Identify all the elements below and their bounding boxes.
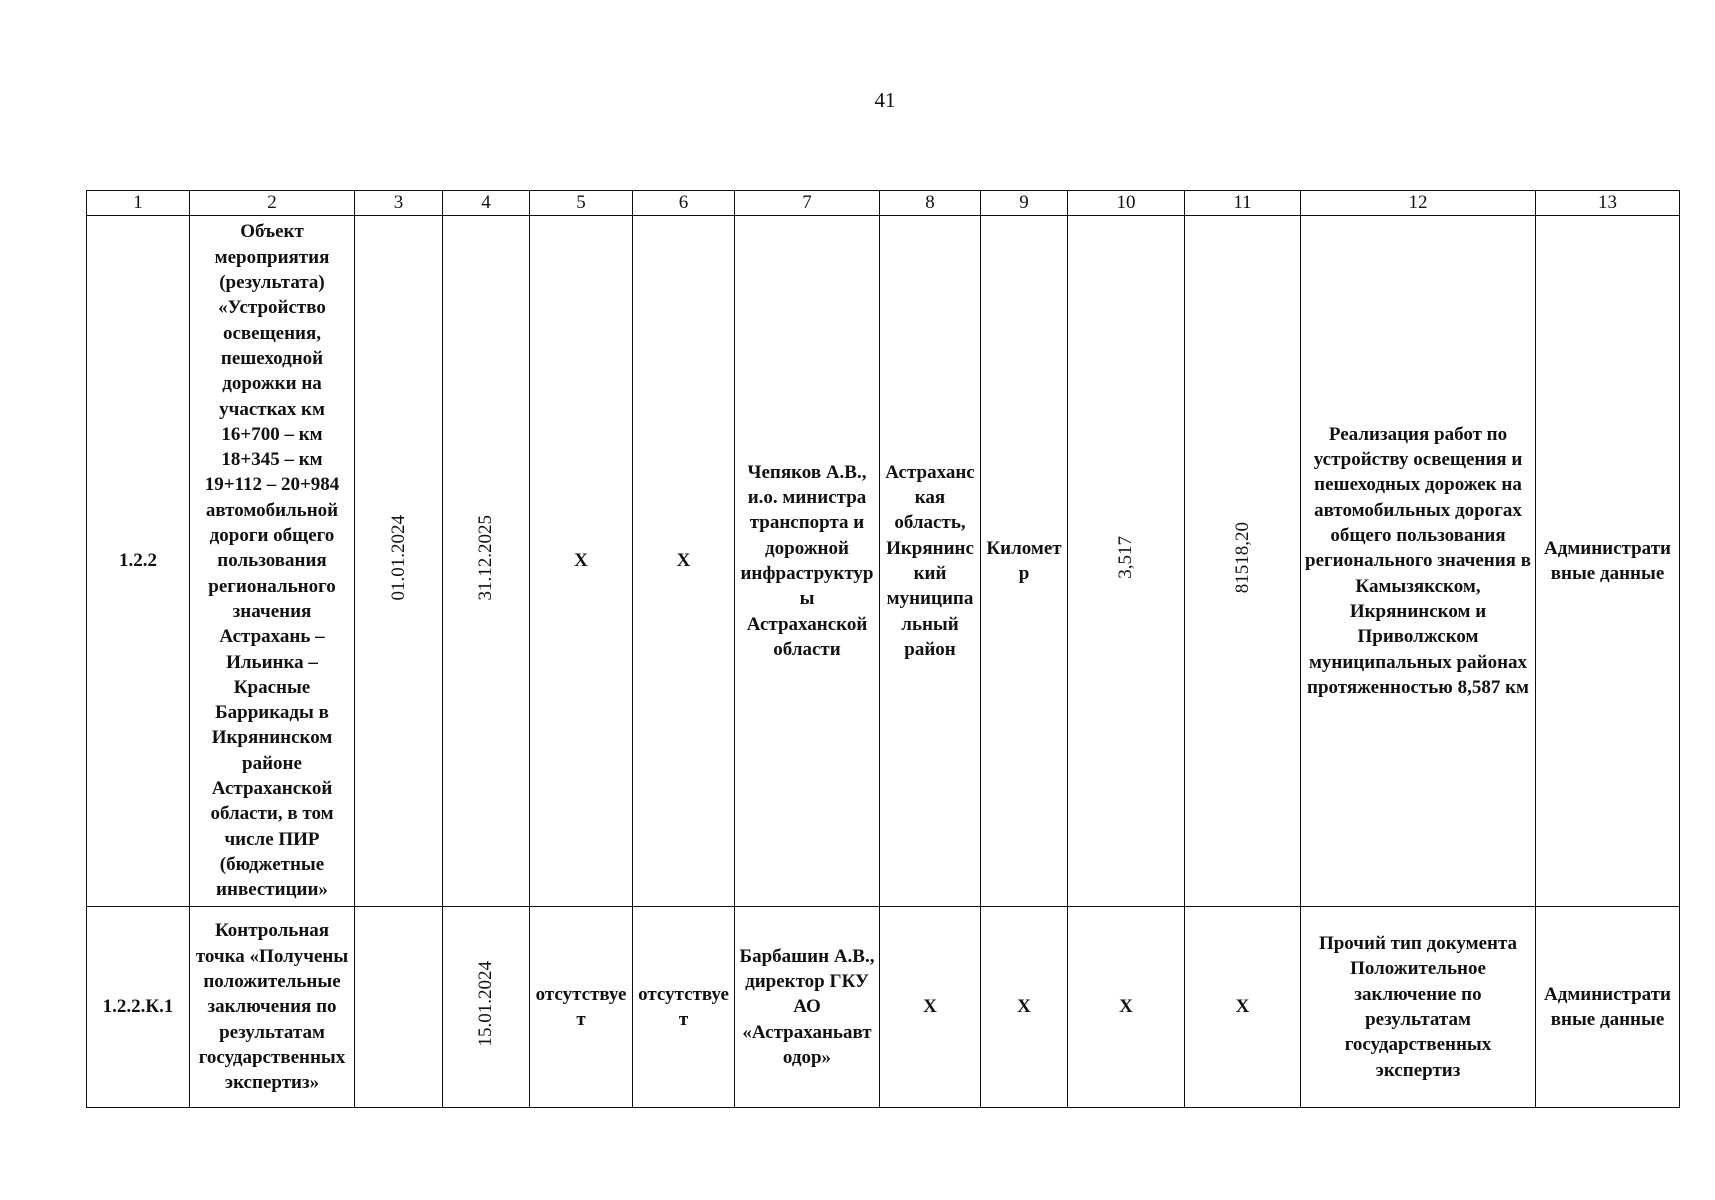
- column-header: 1: [87, 191, 190, 216]
- object-name-cell: Контрольная точка «Получены положительные заключения по результатам государственных экспертиз»: [190, 907, 355, 1108]
- column-header: 7: [735, 191, 880, 216]
- value: 3,517: [1115, 535, 1137, 579]
- location-cell: Астраханская область, Икрянинский муниципальный район: [880, 216, 981, 907]
- column-header: 6: [633, 191, 735, 216]
- responsible-cell: Барбашин А.В., директор ГКУ АО «Астраханьавтодор»: [735, 907, 880, 1108]
- measures-table: [86, 190, 1680, 1108]
- location-cell: Х: [880, 907, 981, 1108]
- column-header: 11: [1185, 191, 1301, 216]
- value-cell: [1068, 216, 1185, 907]
- source-cell: Административные данные: [1536, 216, 1680, 907]
- column5-cell: отсутствует: [530, 907, 633, 1108]
- column-header: 2: [190, 191, 355, 216]
- column-header: 9: [981, 191, 1068, 216]
- column-header: 4: [443, 191, 530, 216]
- row-number-cell: 1.2.2.К.1: [87, 907, 190, 1108]
- column6-cell: отсутствует: [633, 907, 735, 1108]
- table-row: [87, 216, 1680, 907]
- end-date: 15.01.2024: [475, 960, 497, 1047]
- column-header: 13: [1536, 191, 1680, 216]
- amount-cell: [1185, 216, 1301, 907]
- description-cell: Прочий тип документа Положительное заключение по результатам государственных экспертиз: [1301, 907, 1536, 1108]
- column-header: 3: [355, 191, 443, 216]
- responsible-cell: Чепяков А.В., и.о. министра транспорта и дорожной инфраструктуры Астраханской области: [735, 216, 880, 907]
- column-header: 8: [880, 191, 981, 216]
- column-header: 5: [530, 191, 633, 216]
- table-row: [87, 907, 1680, 1108]
- unit-cell: Километр: [981, 216, 1068, 907]
- column6-cell: Х: [633, 216, 735, 907]
- column-number-row: [87, 191, 1680, 216]
- description-cell: Реализация работ по устройству освещения и пешеходных дорожек на автомобильных дорогах общего пользования регионального значения в Камызякском, Икрянинском и Приволжском муниципальных районах протяженностью 8,587 км: [1301, 216, 1536, 907]
- amount-cell: Х: [1185, 907, 1301, 1108]
- start-date: 01.01.2024: [387, 514, 409, 601]
- start-date-cell: [355, 216, 443, 907]
- object-name-cell: Объект мероприятия (результата) «Устройство освещения, пешеходной дорожки на участках км 16+700 – км 18+345 – км 19+112 – 20+984 автомобильной дороги общего пользования регионального значения Астрахань – Ильинка – Красные Баррикады в Икрянинском районе Астраханской области, в том числе ПИР (бюджетные инвестиции»: [190, 216, 355, 907]
- unit-cell: Х: [981, 907, 1068, 1108]
- end-date: 31.12.2025: [475, 514, 497, 601]
- column-header: 12: [1301, 191, 1536, 216]
- column5-cell: Х: [530, 216, 633, 907]
- start-date-cell: [355, 907, 443, 1108]
- row-number-cell: 1.2.2: [87, 216, 190, 907]
- end-date-cell: [443, 216, 530, 907]
- source-cell: Административные данные: [1536, 907, 1680, 1108]
- column-header: 10: [1068, 191, 1185, 216]
- page-number: 41: [874, 88, 896, 112]
- end-date-cell: [443, 907, 530, 1108]
- amount: 81518,20: [1231, 521, 1253, 593]
- value-cell: Х: [1068, 907, 1185, 1108]
